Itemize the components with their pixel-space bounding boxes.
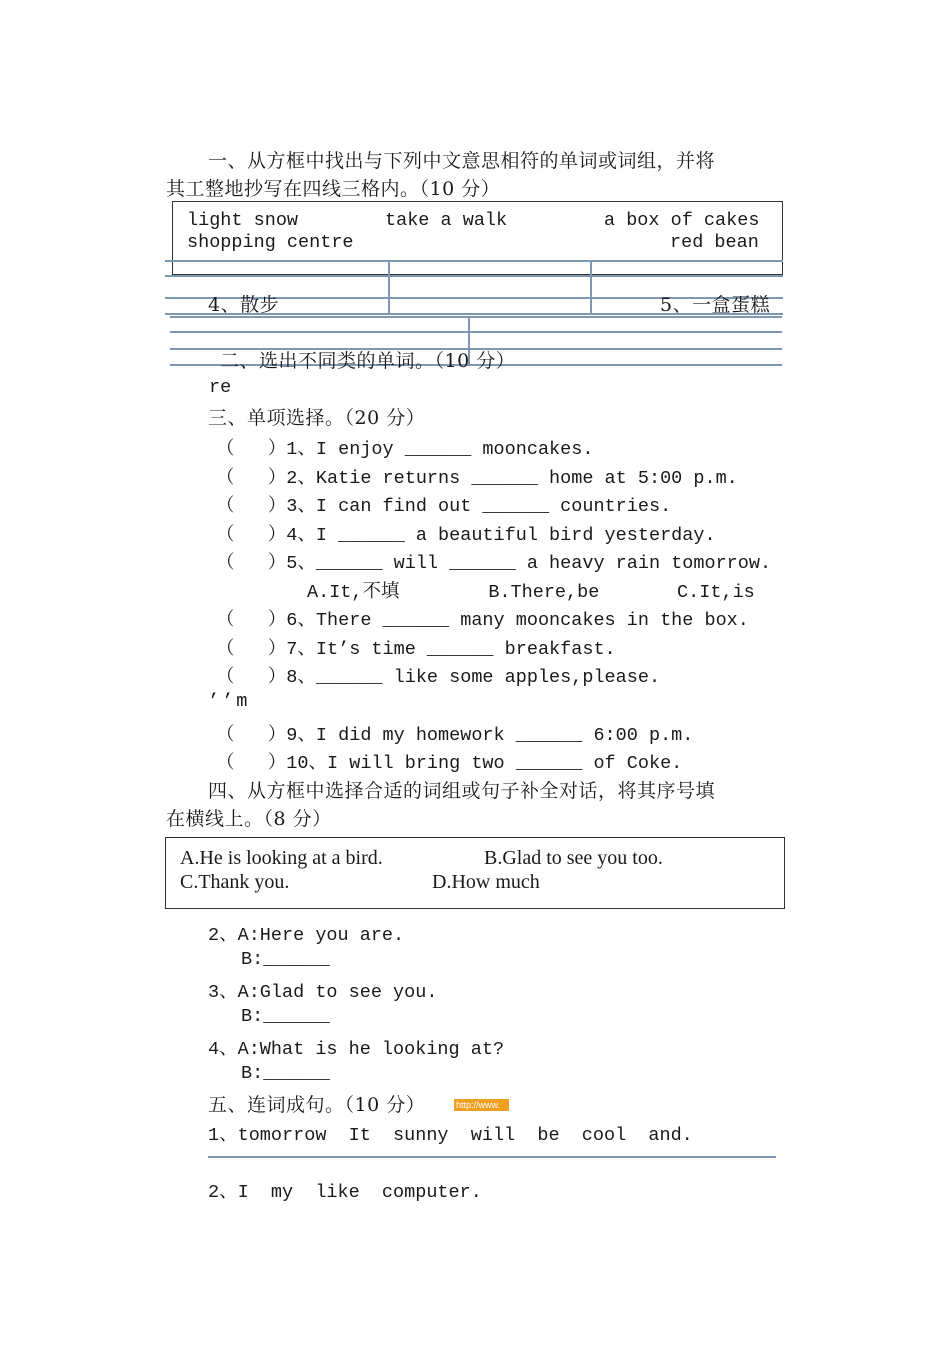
dialogue-2-b: B:______ (241, 949, 330, 970)
dialogue-4-a: 4、A:What is he looking at? (208, 1039, 505, 1060)
option-c: C.Thank you. (180, 871, 290, 893)
dialogue-2-a: 2、A:Here you are. (208, 925, 405, 946)
section1-heading-line2: 其工整地抄写在四线三格内。（10 分） (166, 178, 501, 200)
item-5-box-of-cakes: 5、一盒蛋糕 (660, 294, 771, 316)
question-4: （ ）4、I ______ a beautiful bird yesterday. (216, 525, 716, 546)
word-a-box-of-cakes: a box of cakes (604, 210, 760, 231)
writing-line (165, 275, 783, 277)
section3-heading: 三、单项选择。（20 分） (208, 407, 426, 429)
dialogue-3-a: 3、A:Glad to see you. (208, 982, 438, 1003)
word-red-bean: red bean (670, 232, 759, 253)
question-9: （ ）9、I did my homework ______ 6:00 p.m. (216, 725, 694, 746)
dialogue-4-b: B:______ (241, 1063, 330, 1084)
writing-line (165, 260, 783, 262)
question-3: （ ）3、I can find out ______ countries. (216, 496, 672, 517)
section4-heading-line2: 在横线上。（8 分） (166, 808, 332, 830)
section2-heading: 二、选出不同类的单词。（10 分） (220, 350, 516, 372)
writing-line (170, 331, 782, 333)
writing-line (170, 316, 782, 318)
option-b: B.Glad to see you too. (484, 847, 663, 869)
item-4-walk: 4、散步 (208, 294, 280, 316)
section1-heading-line1: 一、从方框中找出与下列中文意思相符的单词或词组，并将 (208, 150, 716, 172)
word-shopping-centre: shopping centre (187, 232, 354, 253)
question-7: （ ）7、It’s time ______ breakfast. (216, 639, 616, 660)
question-8-fragment: ’’m (208, 691, 251, 712)
question-2: （ ）2、Katie returns ______ home at 5:00 p.m. (216, 468, 738, 489)
sentence-2: 2、I my like computer. (208, 1182, 482, 1203)
dialogue-3-b: B:______ (241, 1006, 330, 1027)
section2-fragment: re (209, 377, 232, 398)
web-link[interactable]: http://www. (454, 1099, 509, 1111)
grid-divider (388, 260, 390, 315)
option-d: D.How much (432, 871, 540, 893)
word-light-snow: light snow (187, 210, 299, 231)
sentence-1: 1、tomorrow It sunny will be cool and. (208, 1125, 693, 1146)
question-8: （ ）8、______ like some apples,please. (216, 667, 661, 688)
grid-divider (590, 260, 592, 315)
question-6: （ ）6、There ______ many mooncakes in the box. (216, 610, 749, 631)
question-5-options: A.It,不填 B.There,be C.It,is (307, 582, 755, 603)
word-take-a-walk: take a walk (385, 210, 508, 231)
question-10: （ ）10、I will bring two ______ of Coke. (216, 753, 683, 774)
answer-line (208, 1156, 776, 1158)
section4-heading-line1: 四、从方框中选择合适的词组或句子补全对话，将其序号填 (208, 780, 716, 802)
question-5: （ ）5、______ will ______ a heavy rain tomorrow. (216, 553, 772, 574)
section5-heading: 五、连词成句。（10 分） (208, 1094, 426, 1116)
question-1: （ ）1、I enjoy ______ mooncakes. (216, 439, 594, 460)
option-a: A.He is looking at a bird. (180, 847, 383, 869)
